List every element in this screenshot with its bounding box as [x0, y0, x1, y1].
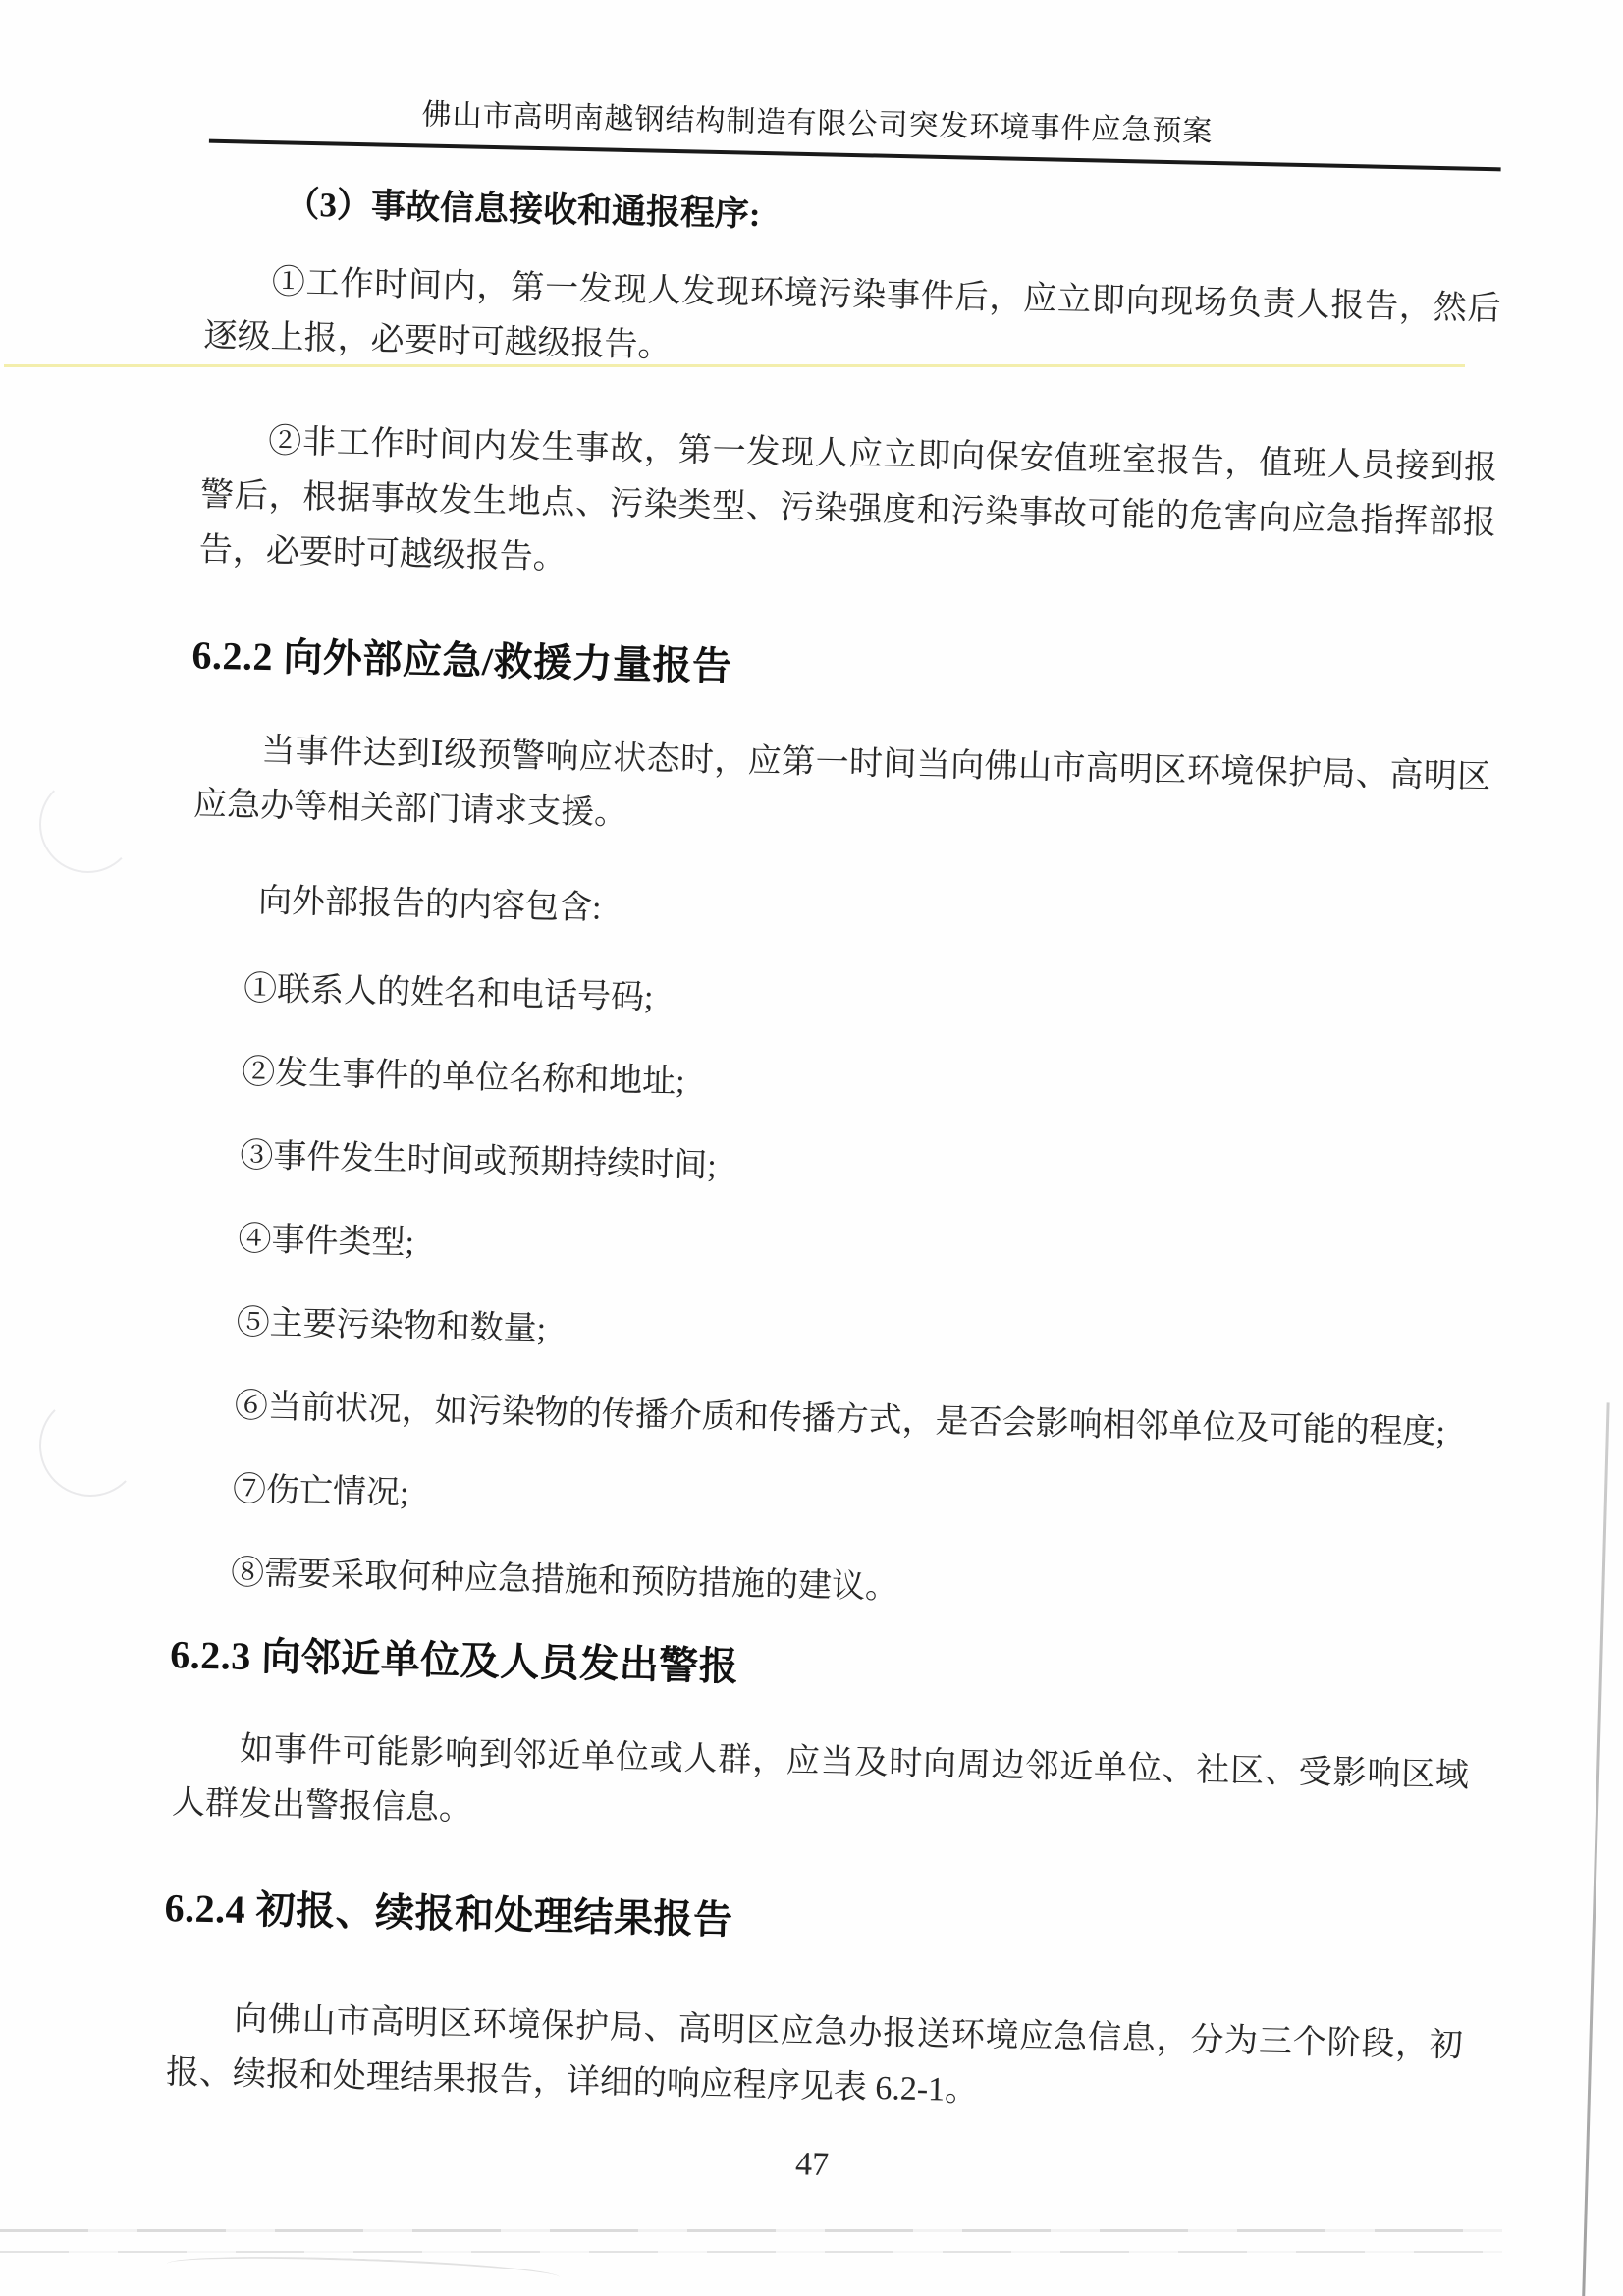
binder-arc-artifact-lower: [39, 1394, 141, 1497]
paragraph-off-time-report: ②非工作时间内发生事故，第一发现人应立即向保安值班室报告，值班人员接到报警后，根据事故发生地点、污染类型、污染强度和污染事故可能的危害向应急指挥部报告，必要时可越级报告。: [198, 423, 1498, 576]
section-heading-6-2-2: 6.2.2 向外部应急/救援力量报告: [191, 632, 732, 689]
list-item-current-status: ⑥当前状况，如污染物的传播介质和传播方式，是否会影响相邻单位及可能的程度;: [234, 1388, 1446, 1451]
list-item-pollutants: ⑤主要污染物和数量;: [236, 1304, 547, 1348]
scanner-yellow-line-artifact: [4, 364, 1465, 367]
list-item-contact: ①联系人的姓名和电话号码;: [243, 970, 654, 1016]
section-heading-6-2-3: 6.2.3 向邻近单位及人员发出警报: [169, 1632, 739, 1689]
page-header: [0, 86, 1621, 174]
page-number: 47: [794, 2146, 830, 2183]
list-item-event-time: ③事件发生时间或预期持续时间;: [239, 1137, 718, 1185]
scan-bottom-line-artifact-2: [0, 2251, 1502, 2253]
paragraph-external-support: 当事件达到Ⅰ级预警响应状态时，应第一时间当向佛山市高明区环境保护局、高明区应急办等相关部门请求支援。: [192, 732, 1491, 833]
paragraph-work-time-report: ①工作时间内，第一发现人发现环境污染事件后，应立即向现场负责人报告，然后逐级上报，必要时可越级报告。: [203, 264, 1501, 364]
list-intro-external-report: 向外部报告的内容包含:: [257, 882, 602, 927]
header-title: 佛山市高明南越钢结构制造有限公司突发环境事件应急预案: [421, 98, 1214, 148]
paragraph-report-stages: 向佛山市高明区环境保护局、高明区应急办报送环境应急信息，分为三个阶段，初报、续报和处理结果报告，详细的响应程序见表 6.2-1。: [165, 2000, 1464, 2109]
external-report-content-list: [0, 957, 1601, 1631]
heading-accident-info-procedure: （3）事故信息接收和通报程序:: [285, 185, 762, 234]
list-item-casualties: ⑦伤亡情况;: [232, 1471, 409, 1512]
list-item-suggested-measures: ⑧需要采取何种应急措施和预防措施的建议。: [230, 1555, 899, 1607]
scan-bottom-smudge-artifact: [167, 2252, 561, 2289]
scan-bottom-line-artifact-1: [0, 2229, 1502, 2232]
list-item-event-type: ④事件类型;: [238, 1221, 415, 1262]
section-heading-6-2-4: 6.2.4 初报、续报和处理结果报告: [164, 1886, 734, 1942]
paragraph-alert-neighbors: 如事件可能影响到邻近单位或人群，应当及时向周边邻近单位、社区、受影响区域人群发出警报信息。: [171, 1730, 1470, 1828]
list-item-unit-name-address: ②发生事件的单位名称和地址;: [241, 1054, 685, 1101]
binder-arc-artifact-upper: [39, 776, 136, 873]
